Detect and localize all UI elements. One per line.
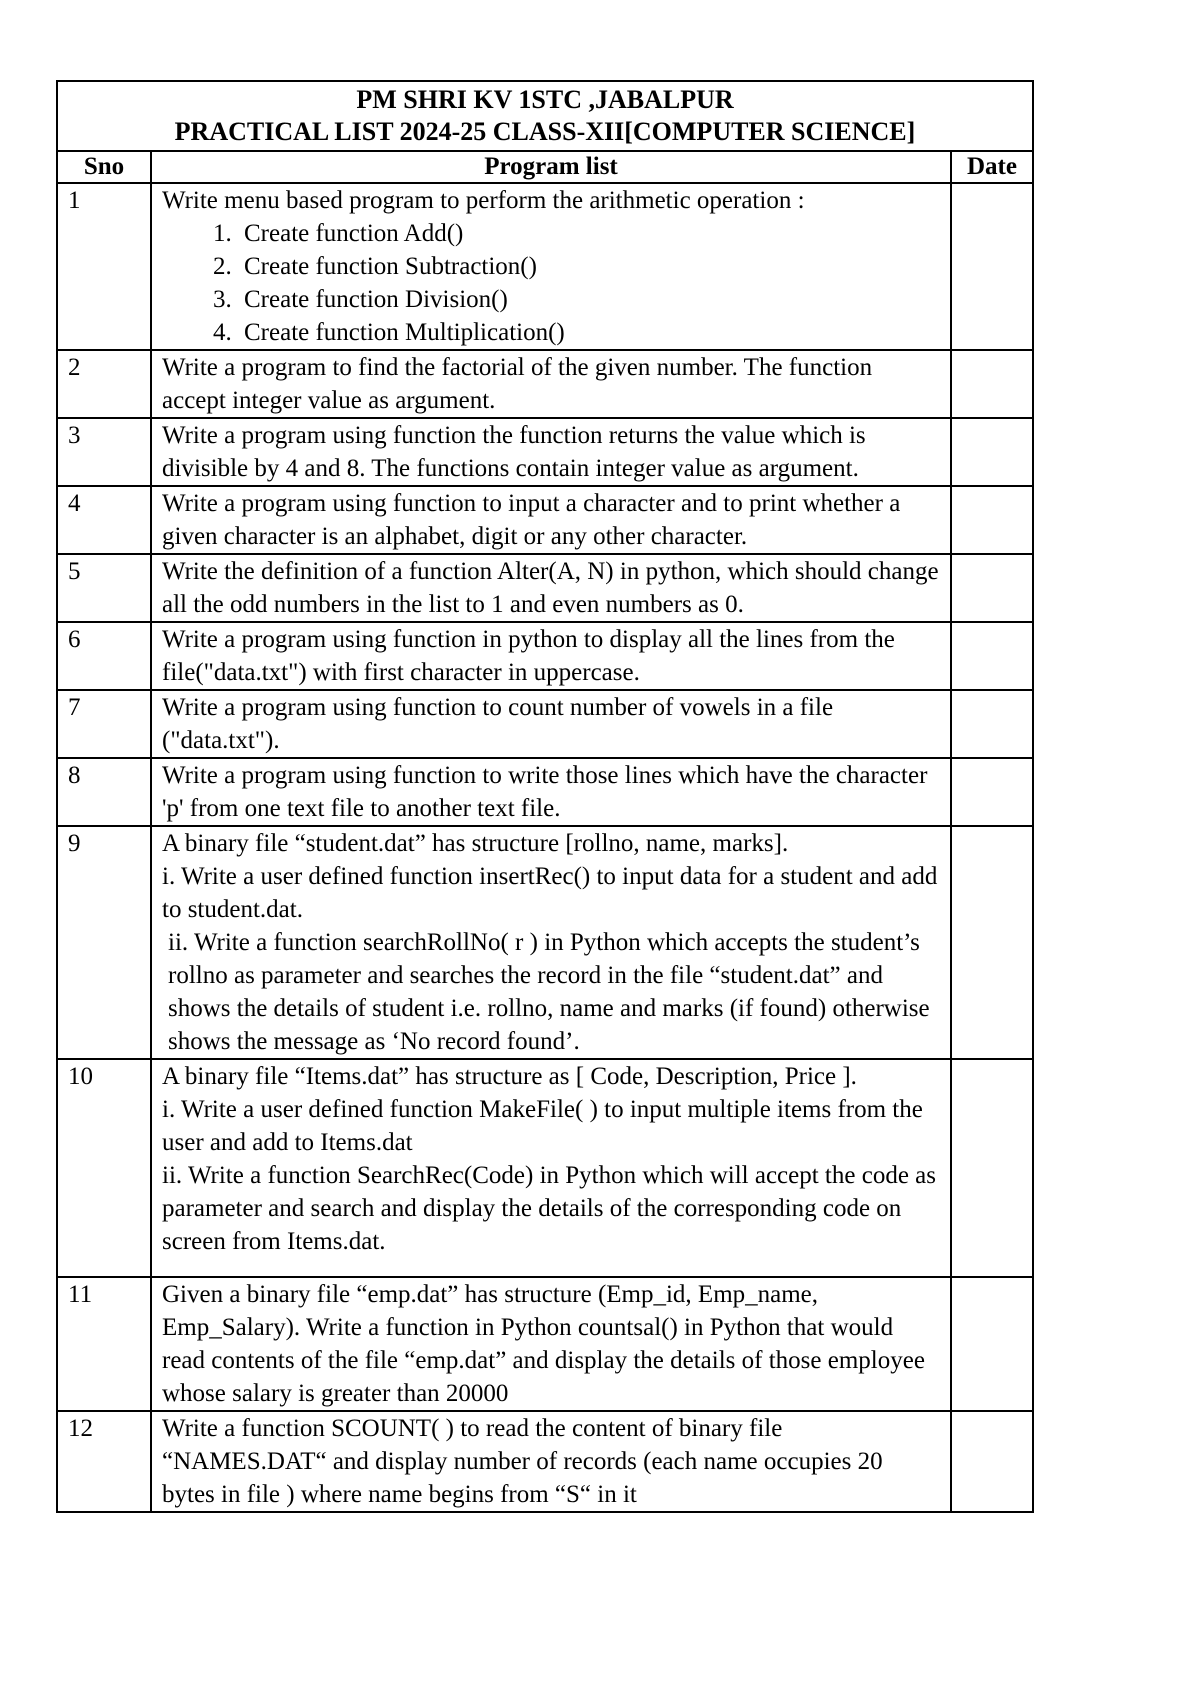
table-row	[57, 1411, 1033, 1512]
row-program: Write a program using function the function returns the value which is divisible by 4 and 8. The functions contain integer value as argument.	[151, 418, 951, 486]
row-sno: 9	[57, 826, 151, 1059]
row-sno: 11	[57, 1277, 151, 1411]
table-row	[57, 350, 1033, 418]
row-date	[951, 183, 1033, 350]
row-date	[951, 554, 1033, 622]
table-row	[57, 183, 1033, 350]
program-intro: Write menu based program to perform the arithmetic operation :	[162, 187, 805, 214]
row-date	[951, 690, 1033, 758]
row-sno: 4	[57, 486, 151, 554]
school-name: PM SHRI KV 1STC ,JABALPUR	[356, 85, 734, 114]
row-date	[951, 350, 1033, 418]
row-sno: 3	[57, 418, 151, 486]
row-sno: 6	[57, 622, 151, 690]
row-sno: 7	[57, 690, 151, 758]
row-program: Write a program using function in python to display all the lines from the file("data.txt") with first character in uppercase.	[151, 622, 951, 690]
title-row	[57, 81, 1033, 151]
row-date	[951, 758, 1033, 826]
table-row	[57, 418, 1033, 486]
list-title: PRACTICAL LIST 2024-25 CLASS-XII[COMPUTER SCIENCE]	[174, 117, 916, 146]
header-row	[57, 151, 1033, 183]
program-paragraph: ii. Write a function SearchRec(Code) in Python which will accept the code as parameter and search and display the details of the corresponding code on screen from Items.dat.	[162, 1162, 936, 1255]
table-row	[57, 622, 1033, 690]
row-date	[951, 826, 1033, 1059]
row-sno: 5	[57, 554, 151, 622]
table-row	[57, 758, 1033, 826]
row-sno: 8	[57, 758, 151, 826]
list-item: 3. Create function Division()	[238, 283, 940, 316]
row-sno: 10	[57, 1059, 151, 1277]
row-program: Write a program using function to write those lines which have the character 'p' from one text file to another text file.	[151, 758, 951, 826]
table-row	[57, 486, 1033, 554]
program-paragraph: i. Write a user defined function insertRec() to input data for a student and add to student.dat.	[162, 863, 938, 923]
list-item: 2. Create function Subtraction()	[238, 250, 940, 283]
program-paragraph: A binary file “student.dat” has structure [rollno, name, marks].	[162, 830, 789, 857]
row-date	[951, 486, 1033, 554]
table-row	[57, 1277, 1033, 1411]
row-date	[951, 622, 1033, 690]
table-row	[57, 826, 1033, 1059]
function-list	[162, 217, 940, 349]
row-date	[951, 418, 1033, 486]
program-paragraph: i. Write a user defined function MakeFile( ) to input multiple items from the user and add to Items.dat	[162, 1096, 923, 1156]
row-sno: 1	[57, 183, 151, 350]
row-program: Write a program using function to count number of vowels in a file ("data.txt").	[151, 690, 951, 758]
row-date	[951, 1277, 1033, 1411]
row-sno: 2	[57, 350, 151, 418]
row-program: Given a binary file “emp.dat” has structure (Emp_id, Emp_name, Emp_Salary). Write a function in Python countsal() in Python that would read contents of the file “emp.dat” and display the details of those employee whose salary is greater than 20000	[151, 1277, 951, 1411]
table-row	[57, 1059, 1033, 1277]
row-date	[951, 1059, 1033, 1277]
row-program	[151, 1059, 951, 1277]
title-cell	[57, 81, 1033, 151]
col-header-program: Program list	[151, 151, 951, 183]
col-header-date: Date	[951, 151, 1033, 183]
row-program: Write a function SCOUNT( ) to read the content of binary file “NAMES.DAT“ and display number of records (each name occupies 20 bytes in file ) where name begins from “S“ in it	[151, 1411, 951, 1512]
table-row	[57, 554, 1033, 622]
row-program	[151, 826, 951, 1059]
row-program: Write a program using function to input a character and to print whether a given character is an alphabet, digit or any other character.	[151, 486, 951, 554]
list-item: 1. Create function Add()	[238, 217, 940, 250]
row-sno: 12	[57, 1411, 151, 1512]
row-date	[951, 1411, 1033, 1512]
col-header-sno: Sno	[57, 151, 151, 183]
practical-list-table	[56, 80, 1034, 1513]
program-paragraph: A binary file “Items.dat” has structure as [ Code, Description, Price ].	[162, 1063, 857, 1090]
table-row	[57, 690, 1033, 758]
program-paragraph: ii. Write a function searchRollNo( r ) in Python which accepts the student’s rollno as parameter and searches the record in the file “student.dat” and shows the details of student i.e. rollno, name and marks (if found) otherwise shows the message as ‘No record found’.	[168, 929, 930, 1055]
row-program	[151, 183, 951, 350]
row-program: Write a program to find the factorial of the given number. The function accept integer value as argument.	[151, 350, 951, 418]
row-program: Write the definition of a function Alter(A, N) in python, which should change all the odd numbers in the list to 1 and even numbers as 0.	[151, 554, 951, 622]
list-item: 4. Create function Multiplication()	[238, 316, 940, 349]
